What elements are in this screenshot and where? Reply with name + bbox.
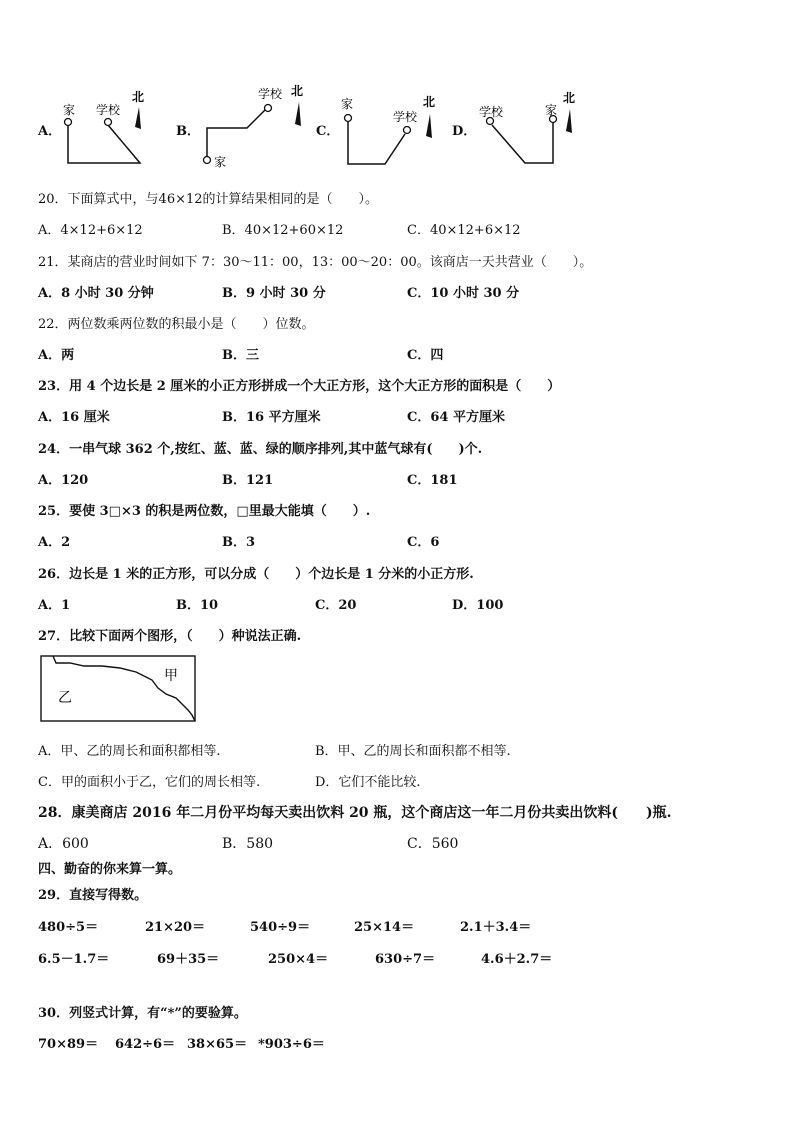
q28-option-b[interactable]: B．580 <box>222 836 274 852</box>
school-label: 学校 <box>393 110 418 124</box>
home-label: 家 <box>214 155 227 169</box>
north-arrow-icon <box>566 109 572 133</box>
option-letter: B． <box>176 124 200 139</box>
calc-item: 250×4＝ <box>268 952 329 967</box>
q20-option-a[interactable]: A．4×12+6×12 <box>38 223 143 238</box>
question-30-stem: 30．列竖式计算，有“*”的要验算。 <box>38 1006 247 1021</box>
calc-item: 38×65＝ <box>187 1037 248 1052</box>
q24-option-b[interactable]: B．121 <box>222 473 274 488</box>
question-20-stem: 20．下面算式中，与46×12的计算结果相同的是（ ）。 <box>38 192 379 207</box>
q28-option-c[interactable]: C．560 <box>407 836 459 852</box>
home-label: 家 <box>341 97 354 111</box>
q23-option-a[interactable]: A．16 厘米 <box>38 410 110 425</box>
calc-item: 6.5－1.7＝ <box>38 952 110 967</box>
school-label: 学校 <box>96 103 121 117</box>
q27-option-a[interactable]: A．甲、乙的周长和面积都相等. <box>38 744 221 759</box>
option-letter: A． <box>38 124 62 139</box>
q21-option-c[interactable]: C．10 小时 30 分 <box>407 286 520 301</box>
q26-option-a[interactable]: A．1 <box>38 598 71 613</box>
home-label: 家 <box>545 103 558 117</box>
north-label: 北 <box>291 84 304 98</box>
calc-item: 21×20＝ <box>145 920 206 935</box>
q24-option-c[interactable]: C．181 <box>407 473 458 488</box>
school-label: 学校 <box>258 87 283 101</box>
school-label: 学校 <box>479 105 504 119</box>
route-map-c <box>335 88 445 173</box>
calc-item: 642÷6＝ <box>115 1037 176 1052</box>
question-29-stem: 29．直接写得数。 <box>38 888 148 903</box>
calc-item: 4.6＋2.7＝ <box>481 952 553 967</box>
north-label: 北 <box>132 90 145 104</box>
q26-option-c[interactable]: C．20 <box>315 598 357 613</box>
q23-option-b[interactable]: B．16 平方厘米 <box>222 410 321 425</box>
q25-option-c[interactable]: C．6 <box>407 535 440 550</box>
calc-item: 480÷5＝ <box>38 920 99 935</box>
calc-item: 69＋35＝ <box>157 952 220 967</box>
q28-option-a[interactable]: A．600 <box>38 836 89 852</box>
route-map-d <box>470 85 590 170</box>
north-arrow-icon <box>426 114 432 138</box>
q23-option-c[interactable]: C．64 平方厘米 <box>407 410 505 425</box>
q25-option-a[interactable]: A．2 <box>38 535 71 550</box>
north-arrow-icon <box>135 107 141 129</box>
q26-option-d[interactable]: D．100 <box>452 598 504 613</box>
route-map-b <box>195 80 315 170</box>
q20-option-b[interactable]: B．40×12+60×12 <box>222 223 344 238</box>
q20-option-c[interactable]: C．40×12+6×12 <box>407 223 521 238</box>
q27-option-d[interactable]: D．它们不能比较. <box>315 775 421 790</box>
q24-option-a[interactable]: A．120 <box>38 473 89 488</box>
question-23-stem: 23．用 4 个边长是 2 厘米的小正方形拼成一个大正方形，这个大正方形的面积是（ ） <box>38 379 561 394</box>
shape-yi-label: 乙 <box>58 690 72 706</box>
q25-option-b[interactable]: B．3 <box>222 535 256 550</box>
q22-option-b[interactable]: B．三 <box>222 348 259 363</box>
q22-option-a[interactable]: A．两 <box>38 348 75 363</box>
question-24-stem: 24．一串气球 362 个,按红、蓝、蓝、绿的顺序排列,其中蓝气球有( )个. <box>38 442 483 457</box>
question-21-stem: 21．某商店的营业时间如下 7：30～11：00，13：00～20：00。该商店一天共营业（ ）。 <box>38 255 593 270</box>
question-28-stem: 28．康美商店 2016 年二月份平均每天卖出饮料 20 瓶，这个商店这一年二月份共卖出饮料( )瓶. <box>38 805 672 821</box>
q27-option-c[interactable]: C．甲的面积小于乙，它们的周长相等. <box>38 775 261 790</box>
option-letter: C． <box>316 124 340 139</box>
question-25-stem: 25．要使 3□×3 的积是两位数，□里最大能填（ ）. <box>38 504 371 519</box>
dividing-line <box>53 656 195 721</box>
shape-comparison-figure <box>40 655 200 725</box>
calc-item: 25×14＝ <box>354 920 415 935</box>
calc-item: 70×89＝ <box>38 1037 99 1052</box>
calc-item: *903÷6＝ <box>258 1037 325 1052</box>
q26-option-b[interactable]: B．10 <box>176 598 219 613</box>
north-arrow-icon <box>295 102 301 126</box>
north-label: 北 <box>563 91 576 105</box>
calc-item: 2.1＋3.4＝ <box>460 920 532 935</box>
q27-option-b[interactable]: B．甲、乙的周长和面积都不相等. <box>315 744 511 759</box>
route-map-a <box>55 85 165 170</box>
q21-option-a[interactable]: A．8 小时 30 分钟 <box>38 286 154 301</box>
option-letter: D． <box>452 124 477 139</box>
calc-item: 630÷7＝ <box>375 952 436 967</box>
section-4-heading: 四、勤奋的你来算一算。 <box>38 862 182 877</box>
q22-option-c[interactable]: C．四 <box>407 348 444 363</box>
shape-jia-label: 甲 <box>164 668 178 684</box>
home-label: 家 <box>63 103 76 117</box>
question-22-stem: 22．两位数乘两位数的积最小是（ ）位数。 <box>38 317 315 332</box>
q21-option-b[interactable]: B．9 小时 30 分 <box>222 286 326 301</box>
question-27-stem: 27．比较下面两个图形，（ ）种说法正确. <box>38 629 302 644</box>
calc-item: 540÷9＝ <box>250 920 311 935</box>
north-label: 北 <box>423 95 436 109</box>
question-26-stem: 26．边长是 1 米的正方形，可以分成（ ）个边长是 1 分米的小正方形. <box>38 567 474 582</box>
